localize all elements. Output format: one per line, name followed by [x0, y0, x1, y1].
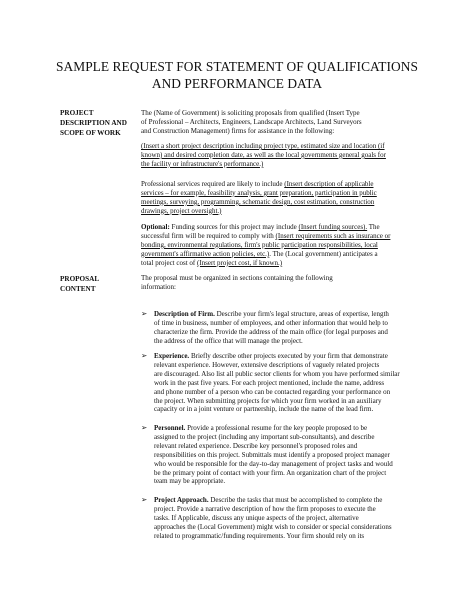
text-line	[141, 241, 417, 250]
bullet-personnel	[154, 424, 417, 486]
placeholder-text: drawings, project oversight.)	[141, 206, 222, 215]
title-line-1: SAMPLE REQUEST FOR STATEMENT OF QUALIFICATIONS	[56, 59, 418, 74]
project-intro-paragraph	[141, 109, 417, 136]
text-run: Describe the tasks that must be accomplished to complete the	[208, 496, 383, 504]
placeholder-text: government's affirmative action policies, etc.)	[141, 249, 270, 258]
text-run: Describe your firm's legal structure, areas of expertise, length	[214, 310, 389, 318]
placeholder-text: meetings, surveying, programming, schematic design, cost estimation, construction	[141, 197, 375, 206]
text-line	[141, 198, 417, 207]
placeholder-text: (Insert funding sources).	[298, 223, 368, 231]
bullet-experience	[154, 352, 417, 414]
section-label-line: SCOPE OF WORK	[60, 129, 121, 138]
text-line: The (Name of Government) is soliciting proposals from qualified (Insert Type	[141, 109, 360, 117]
text-run: . The (Local government) anticipates a	[269, 249, 378, 258]
text-line: project. Provide a narrative description of how the firm proposes to execute the	[154, 504, 376, 513]
text-line: relevant experience. However, extensive descriptions of vaguely related projects	[154, 360, 380, 369]
text-run: Provide a professional resume for the key people proposed to be	[185, 424, 368, 432]
bullet-description-of-firm	[154, 310, 417, 346]
text-line: responsibilities on this project. Submittals must identify a proposed project manager	[154, 450, 390, 459]
text-line: (Insert a short project description including project type, estimated size and location (if	[141, 142, 385, 150]
placeholder-text: (Insert description of applicable	[284, 180, 374, 188]
text-line	[141, 223, 417, 232]
text-line: are discouraged. Also list all public sector clients for whom you have performed similar	[154, 369, 400, 378]
project-section-label	[60, 108, 144, 139]
proposal-intro-paragraph	[141, 274, 417, 292]
section-label-line: PROPOSAL	[60, 275, 100, 283]
text-line: information:	[141, 282, 176, 291]
text-run: The	[367, 223, 380, 231]
text-line: the address of the office that will manage the project.	[154, 336, 303, 345]
text-run: successful firm will be required to comply with	[141, 231, 276, 240]
text-line: the facility or infrastructure's performance.)	[141, 159, 264, 168]
bullet-heading: Description of Firm.	[154, 310, 215, 318]
bullet-arrow-icon: ➢	[141, 423, 148, 432]
text-line: be the primary point of contact with your firm. An organization chart of the project	[154, 468, 387, 477]
text-line: assigned to the project (including any important sub-consultants), and describe	[154, 432, 375, 441]
text-line	[154, 496, 417, 505]
placeholder-text: services – for example, feasibility analysis, grant preparation, participation in public	[141, 188, 377, 197]
text-line: approaches the (Local Government) might wish to consider or special considerations	[154, 522, 392, 531]
text-line: the project. When submitting projects for which your firm worked in an auxiliary	[154, 396, 382, 405]
section-label-line: CONTENT	[60, 285, 96, 294]
section-label-line: PROJECT	[60, 109, 94, 117]
page-title	[40, 58, 434, 92]
text-line: who would be responsible for the day-to-day management of project tasks and would	[154, 459, 393, 468]
optional-label: Optional:	[141, 223, 170, 231]
text-line	[141, 189, 417, 198]
text-line: known) and desired completion date, as well as the local governments general goals for	[141, 150, 386, 159]
text-line: characterize the firm. Provide the address of the main office (for legal purposes and	[154, 327, 388, 336]
section-label-line: DESCRIPTION AND	[60, 119, 127, 128]
bullet-heading: Project Approach.	[154, 496, 209, 504]
text-line	[141, 250, 417, 259]
text-line: work in the past five years. For each project mentioned, include the name, address	[154, 378, 385, 387]
bullet-arrow-icon: ➢	[141, 495, 148, 504]
text-run: Funding sources for this project may include	[169, 223, 299, 231]
text-line: relevant related experience. Describe key personnel's proposed roles and	[154, 441, 358, 450]
text-line	[141, 232, 417, 241]
proposal-section-label	[60, 274, 144, 294]
bullet-arrow-icon: ➢	[141, 351, 148, 360]
placeholder-text: (Insert project cost, if known.)	[196, 258, 283, 267]
project-insert-paragraph	[141, 142, 417, 169]
bullet-arrow-icon: ➢	[141, 309, 148, 318]
text-line: team may be appropriate.	[154, 477, 226, 486]
services-paragraph	[141, 180, 417, 216]
text-line: of time in business, number of employees, and other information that would help to	[154, 318, 388, 327]
text-line: and Construction Management) firms for assistance in the following:	[141, 126, 335, 135]
bullet-heading: Personnel.	[154, 424, 186, 432]
text-line	[141, 259, 417, 268]
text-line: and phone number of a person who can be contacted regarding your performance on	[154, 387, 391, 396]
title-line-2: AND PERFORMANCE DATA	[151, 76, 323, 91]
text-line: of Professional – Architects, Engineers, Landscape Architects, Land Surveyors	[141, 117, 362, 126]
text-run: Professional services required are likely to include	[141, 180, 285, 188]
text-line	[154, 310, 417, 319]
text-line	[141, 180, 417, 189]
placeholder-text: (Insert requirements such as insurance or	[275, 231, 391, 240]
bullet-heading: Experience.	[154, 352, 190, 360]
text-line: tasks. If Applicable, discuss any unique aspects of the project, alternative	[154, 513, 359, 522]
text-line	[141, 207, 417, 216]
text-line	[154, 352, 417, 361]
text-line: related to programmatic/funding requirements. Your firm should rely on its	[154, 531, 365, 540]
optional-paragraph	[141, 223, 417, 268]
text-run: total project cost of	[141, 258, 197, 267]
text-line	[154, 424, 417, 433]
placeholder-text: bonding, environmental regulations, firm's public participation responsibilities, local	[141, 240, 378, 249]
text-run: Briefly describe other projects executed by your firm that demonstrate	[189, 352, 388, 360]
bullet-project-approach	[154, 496, 417, 541]
text-line: capacity or in a joint venture or partnership, include the name of the lead firm.	[154, 405, 374, 414]
text-line: The proposal must be organized in sections containing the following	[141, 274, 333, 282]
